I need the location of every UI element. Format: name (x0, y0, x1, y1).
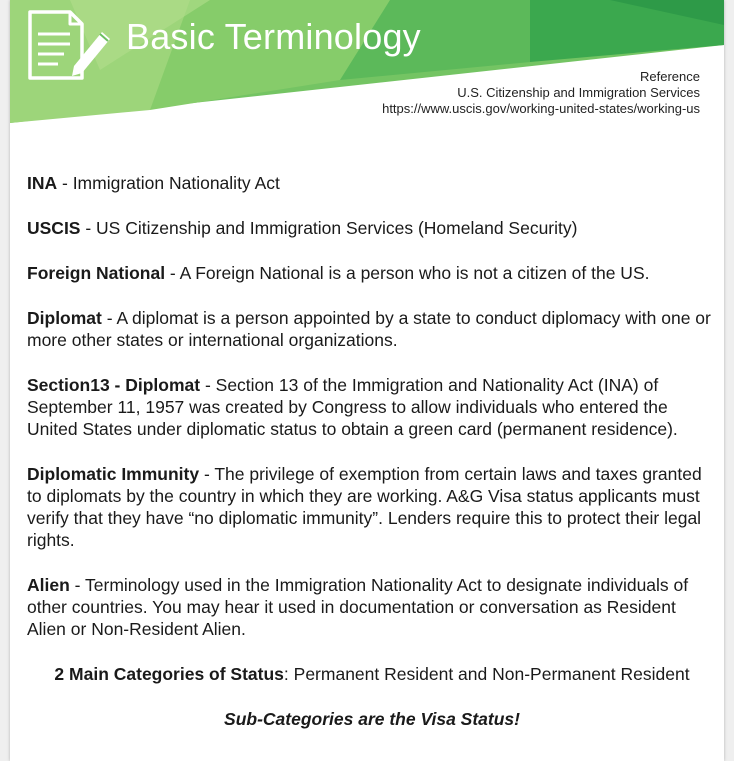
subcategories-note: Sub-Categories are the Visa Status! (224, 709, 520, 729)
term-name: Foreign National (27, 263, 166, 283)
categories-line (27, 663, 717, 685)
term-name: Diplomat (27, 308, 102, 328)
term-entry (27, 463, 717, 551)
term-name: Diplomatic Immunity (27, 464, 200, 484)
reference-url[interactable]: https://www.uscis.gov/working-united-states/working-us (382, 101, 700, 116)
term-name: USCIS (27, 218, 81, 238)
reference-label: Reference (640, 69, 700, 84)
term-definition: - The privilege of exemption from certain laws and taxes granted to diplomats by the country in which they are working. A&G Visa status applicants must verify that they have “no diplomatic immunity”. Lenders require this to protect their legal rights. (27, 464, 702, 550)
reference-org: U.S. Citizenship and Immigration Services (457, 85, 700, 100)
document-pencil-icon (22, 6, 114, 82)
terminology-list (27, 172, 717, 753)
categories-text: : Permanent Resident and Non-Permanent Resident (283, 664, 690, 684)
term-name: Alien (27, 575, 70, 595)
term-name: Section13 - Diplomat (27, 375, 201, 395)
reference-block (382, 69, 700, 117)
page-title: Basic Terminology (126, 16, 421, 57)
term-entry (27, 374, 717, 440)
term-definition: - A Foreign National is a person who is not a citizen of the US. (165, 263, 650, 283)
term-entry (27, 217, 717, 239)
term-definition: - Section 13 of the Immigration and Nationality Act (INA) of September 11, 1957 was created by Congress to allow individuals who entered the United States under diplomatic status to obtain a green card (permanent residence). (27, 375, 678, 439)
term-definition: - A diplomat is a person appointed by a state to conduct diplomacy with one or more other states or international organizations. (27, 308, 711, 350)
document-page (10, 0, 724, 761)
categories-label: 2 Main Categories of Status (54, 664, 284, 684)
term-definition: - Immigration Nationality Act (57, 173, 280, 193)
term-entry (27, 262, 717, 284)
term-entry (27, 574, 717, 640)
term-entry (27, 172, 717, 194)
term-name: INA (27, 173, 58, 193)
term-definition: - US Citizenship and Immigration Services (Homeland Security) (80, 218, 578, 238)
term-entry (27, 307, 717, 351)
term-definition: - Terminology used in the Immigration Nationality Act to designate individuals of other countries. You may hear it used in documentation or conversation as Resident Alien or Non-Resident Alien. (27, 575, 689, 639)
